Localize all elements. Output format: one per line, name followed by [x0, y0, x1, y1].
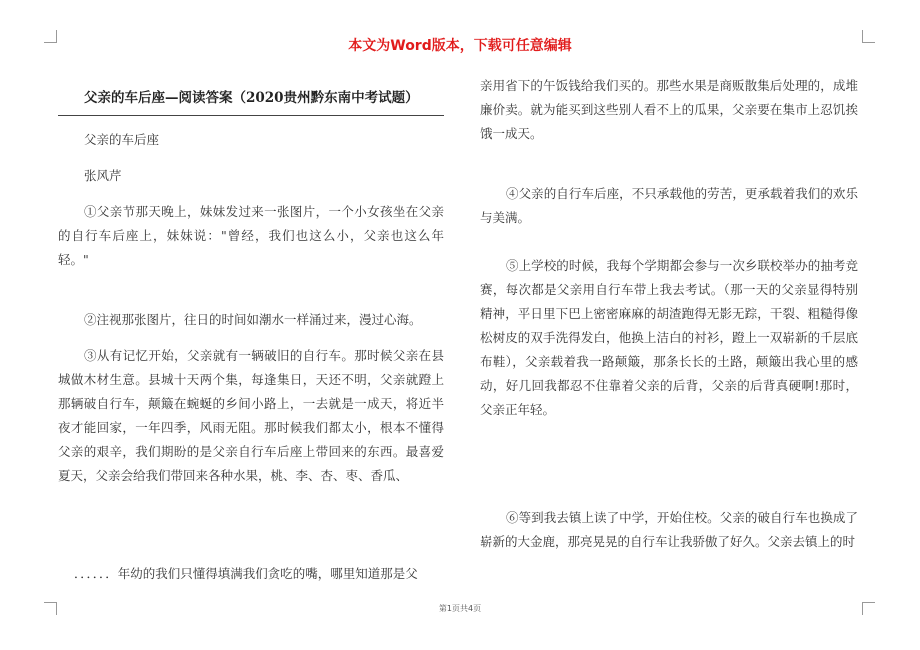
title-underline	[58, 115, 444, 116]
paragraph-4: ④父亲的自行车后座，不只承载他的劳苦，更承载着我们的欢乐与美满。	[480, 186, 858, 225]
paragraph-3: ③从有记忆开始，父亲就有一辆破旧的自行车。那时候父亲在县城做木材生意。县城十天两个集，每逢集日，天还不明，父亲就蹬上那辆破自行车，颠簸在蜿蜒的乡间小路上，一去就是一成天，将近半夜才能回家，一年四季，风雨无阻。那时候我们都太小，根本不懂得父亲的艰辛，我们期盼的是父亲自行车后座上带回来的东西。最喜爱夏天，父亲会给我们带回来各种水果，桃、李、杏、枣、香瓜、	[58, 348, 444, 483]
paragraph-2: ②注视那张图片，往日的时间如潮水一样涌过来，漫过心海。	[84, 312, 422, 327]
paragraph-6: ⑥等到我去镇上读了中学，开始住校。父亲的破自行车也换成了崭新的大金鹿，那亮晃晃的自行车让我骄傲了好久。父亲去镇上的时	[480, 510, 858, 549]
paragraph-3-tail: ．．．．．．年幼的我们只懂得填满我们贪吃的嘴，哪里知道那是父	[74, 566, 418, 581]
article-author: 张风芹	[84, 168, 122, 183]
paragraph-5: ⑤上学校的时候，我每个学期都会参与一次乡联校举办的抽考竞赛，每次都是父亲用自行车带上我去考试。（那一天的父亲显得特别精神，平日里下巴上密密麻麻的胡渣跑得无影无踪，干裂、粗糙得像松树皮的双手洗得发白，他换上洁白的衬衫，蹬上一双崭新的千层底布鞋），父亲载着我一路颠簸，那条长长的土路，颠簸出我心里的感动，好几回我都忍不住靠着父亲的后背，父亲的后背真硬啊!那时，父亲正年轻。	[480, 258, 858, 417]
paragraph-1: ①父亲节那天晚上，妹妹发过来一张图片，一个小女孩坐在父亲的自行车后座上，妹妹说："曾经，我们也这么小，父亲也这么年轻。"	[58, 204, 444, 267]
header-note: 本文为Word版本，下载可任意编辑	[348, 38, 572, 54]
page-footer: 第1页共4页	[438, 604, 482, 613]
article-title: 父亲的车后座—阅读答案（2020贵州黔东南中考试题）	[84, 90, 419, 106]
paragraph-3-continued: 亲用省下的午饭钱给我们买的。那些水果是商贩散集后处理的，成堆廉价卖。就为能买到这些别人看不上的瓜果，父亲要在集市上忍饥挨饿一成天。	[480, 78, 858, 141]
article-heading: 父亲的车后座	[84, 132, 160, 147]
